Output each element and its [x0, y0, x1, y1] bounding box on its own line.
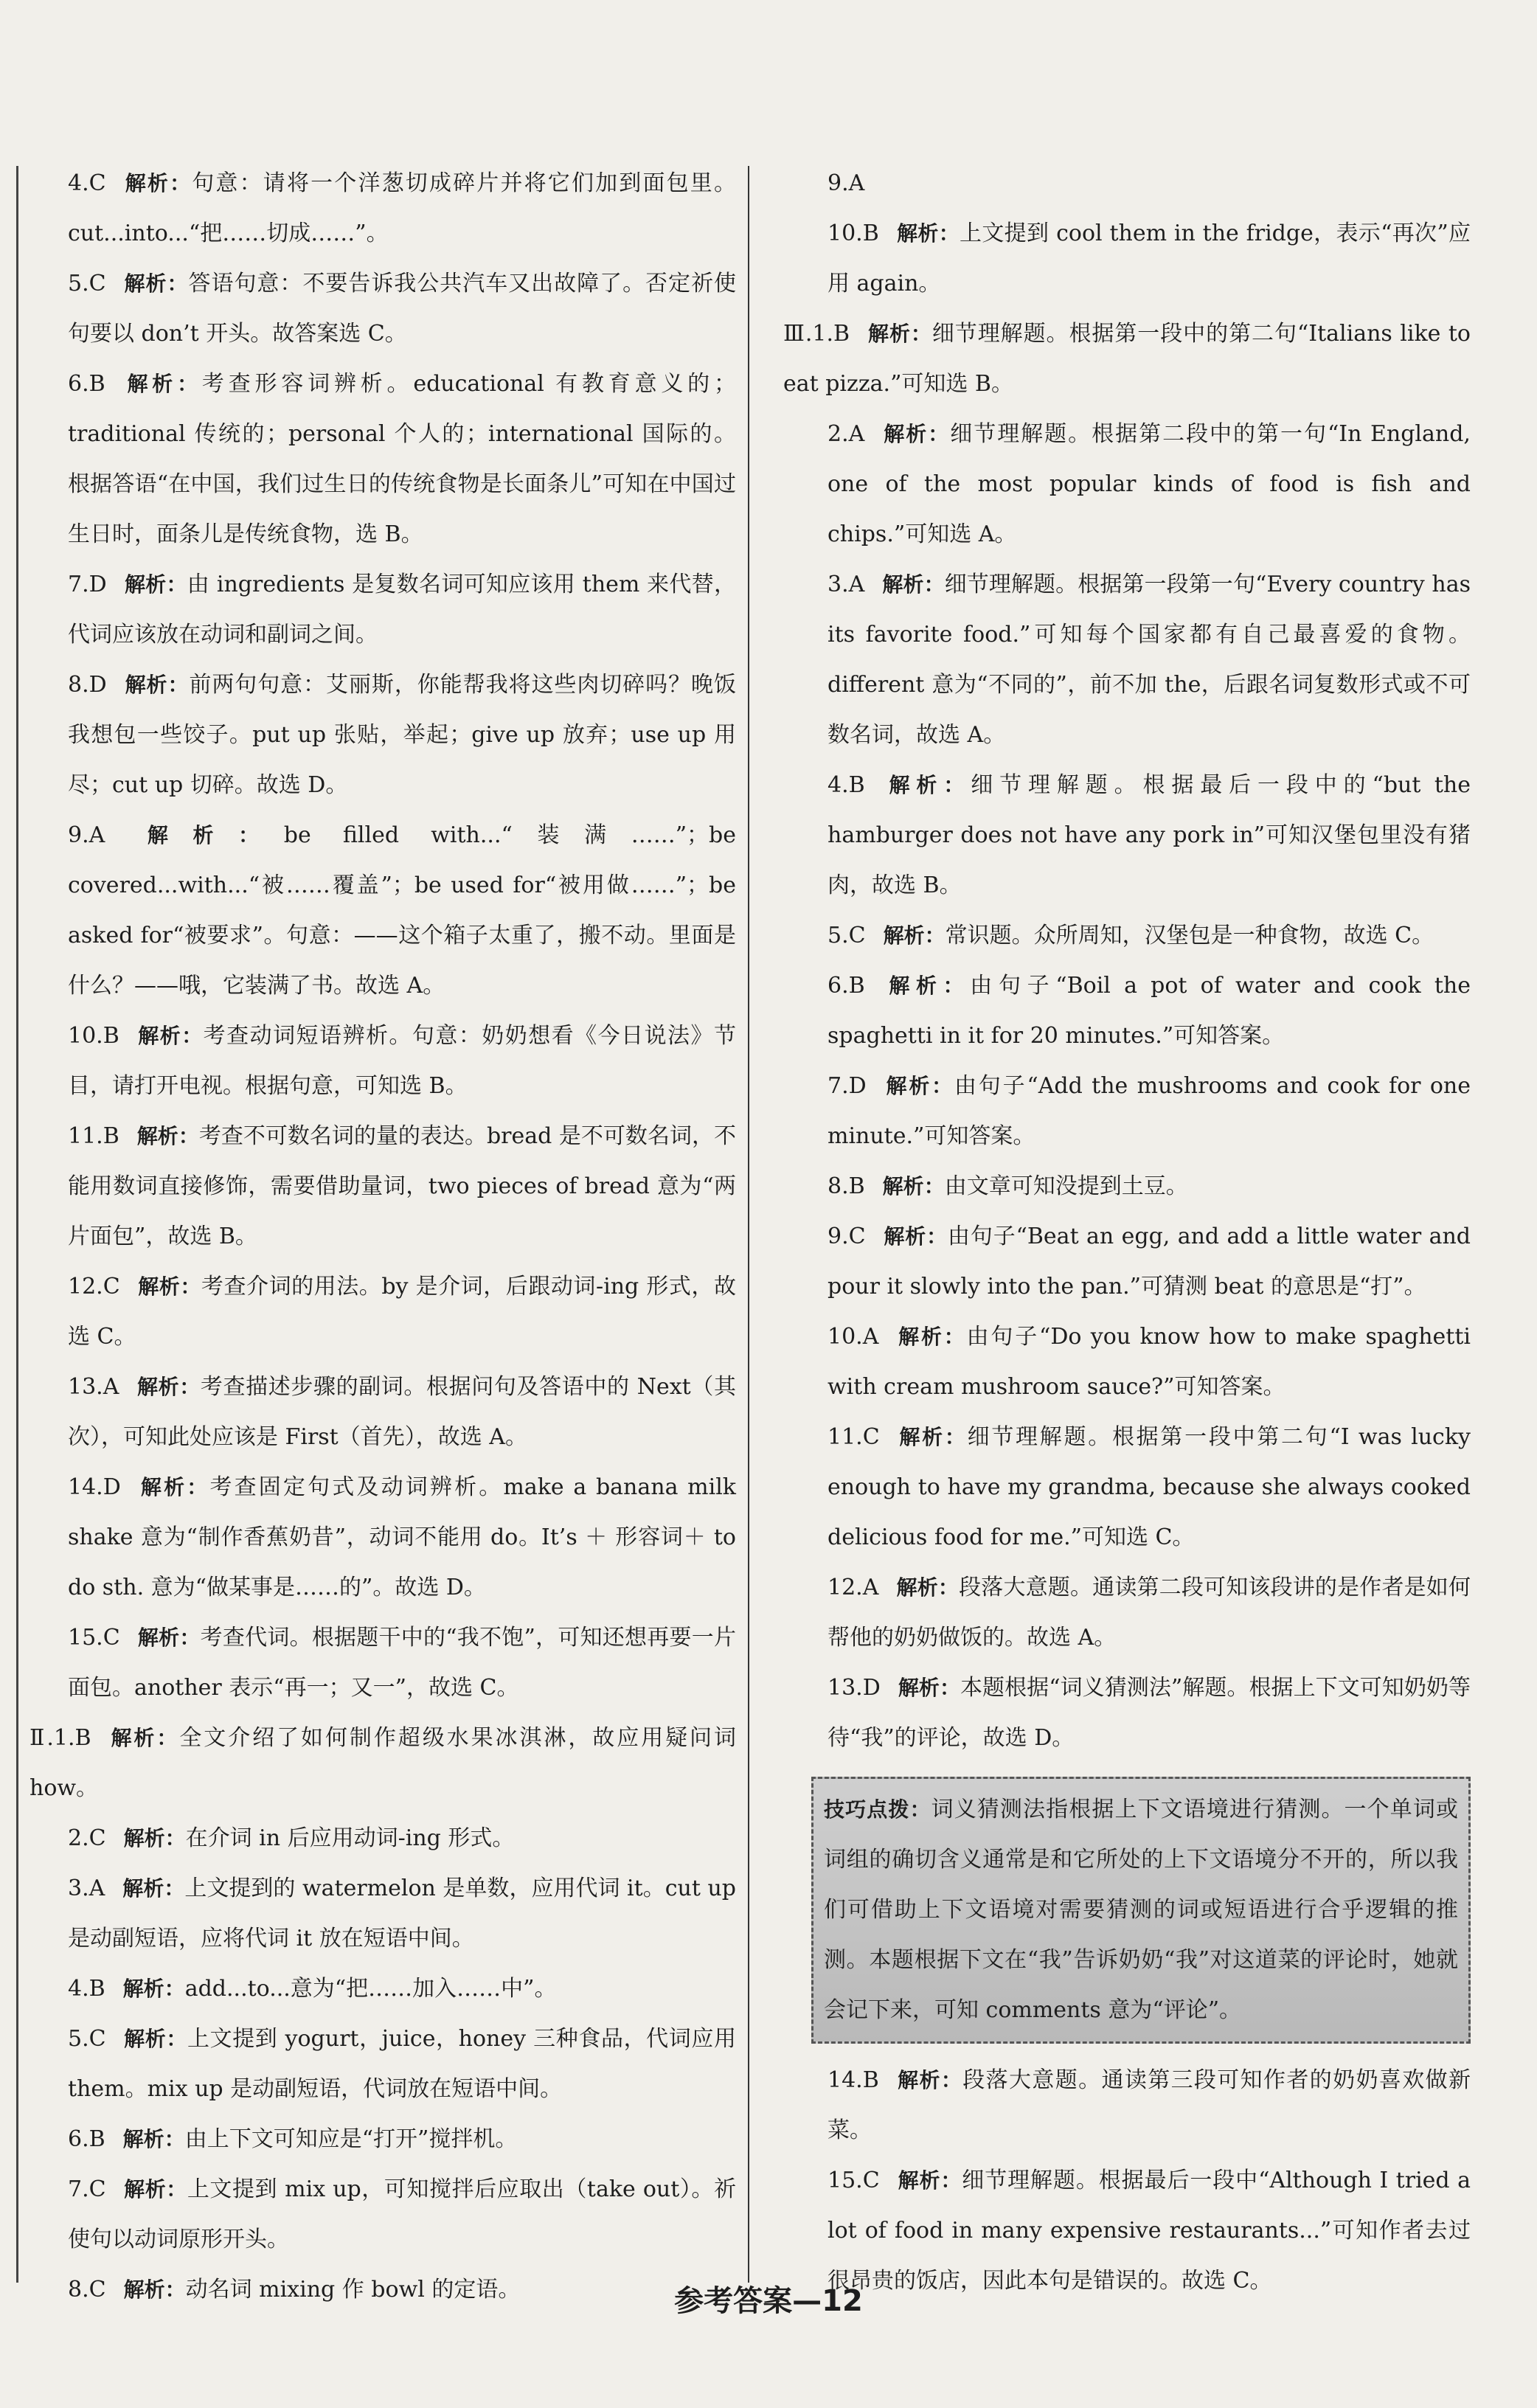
analysis-label: 解析: [896, 1325, 944, 1349]
analysis-label: 解析: [883, 1224, 927, 1249]
answer-item: 7.C 解析：上文提到 mix up，可知搅拌后应取出（take out）。祈使句以动词原形开头。: [68, 2176, 736, 2252]
answer-number: 7.C: [68, 2176, 106, 2202]
answer-number: 8.C: [68, 2277, 106, 2303]
tip-label: 技巧点拨: [824, 1797, 910, 1822]
analysis-label: 解析: [884, 1074, 932, 1098]
analysis-text: 细节理解题。根据最后一段中“Although I tried a lot of food in many expensive restaurants...”可知作者去过很昂贵的饭店，因此本句是错误的。故选 C。: [828, 2168, 1471, 2294]
answer-item: 10.A 解析：由句子“Do you know how to make spaghetti with cream mushroom sauce?”可知答案。: [828, 1324, 1471, 1400]
answer-item: 8.B 解析：由文章可知没提到土豆。: [828, 1173, 1188, 1199]
analysis-label: 解析: [898, 1676, 940, 1700]
analysis-text: 细节理解题。根据第一段中的第二句“Italians like to eat pizza.”可知选 B。: [783, 321, 1471, 397]
answer-item: 14.B 解析：段落大意题。通读第三段可知作者的奶奶喜欢做新菜。: [828, 2067, 1471, 2143]
answer-number: 13.D: [828, 1675, 881, 1701]
analysis-label: 解析: [136, 1124, 178, 1148]
analysis-text: 上文提到 mix up，可知搅拌后应取出（take out）。祈使句以动词原形开头。: [68, 2176, 736, 2252]
answer-number: 5.C: [68, 271, 106, 296]
answer-number: 6.B: [68, 371, 105, 397]
answer-number: 7.D: [828, 1073, 867, 1099]
answer-number: 14.D: [68, 1474, 121, 1500]
left-column: [30, 159, 736, 2315]
analysis-label: 解析: [882, 1174, 924, 1198]
answer-item: 11.B 解析：考查不可数名词的量的表达。bread 是不可数名词，不能用数词直接修饰，需要借助量词，two pieces of bread 意为“两片面包”，故选 B。: [68, 1123, 736, 1249]
analysis-label: 解析: [122, 372, 178, 396]
analysis-label: 解析: [123, 271, 167, 296]
answer-number: 3.A: [68, 1876, 105, 1901]
answer-number: 8.B: [828, 1173, 865, 1199]
answer-number: 15.C: [68, 1625, 120, 1651]
analysis-label: 解析: [883, 923, 925, 948]
answer-number: 2.A: [828, 421, 865, 447]
analysis-text: 由句子“Add the mushrooms and cook for one minute.”可知答案。: [828, 1073, 1471, 1149]
answer-number: 9.A: [828, 170, 865, 196]
analysis-label: 解析: [123, 2177, 167, 2201]
analysis-label: 解析: [122, 823, 239, 847]
analysis-text: 考查不可数名词的量的表达。bread 是不可数名词，不能用数词直接修饰，需要借助量词，two pieces of bread 意为“两片面包”，故选 B。: [68, 1123, 736, 1249]
answer-number: 2.C: [68, 1825, 106, 1851]
answer-item: Ⅱ.1.B 解析：全文介绍了如何制作超级水果冰淇淋，故应用疑问词 how。: [30, 1725, 736, 1801]
answer-item: 2.C 解析：在介词 in 后应用动词-ing 形式。: [68, 1825, 515, 1851]
answer-item: 4.C 解析：句意：请将一个洋葱切成碎片并将它们加到面包里。cut...into...“把……切成……”。: [68, 170, 736, 246]
answer-item: Ⅲ.1.B 解析：细节理解题。根据第一段中的第二句“Italians like to eat pizza.”可知选 B。: [783, 321, 1471, 397]
page-footer: 参考答案—12: [674, 2284, 863, 2318]
answer-item: 5.C 解析：答语句意：不要告诉我公共汽车又出故障了。否定祈使句要以 don’t 开头。故答案选 C。: [68, 271, 736, 347]
answer-item: 9.C 解析：由句子“Beat an egg, and add a little water and pour it slowly into the pan.”可猜测 beat 的意思是“打”。: [828, 1224, 1471, 1300]
answer-number: 4.B: [68, 1976, 105, 2002]
analysis-label: 解析: [896, 221, 939, 246]
left-margin-rule: [16, 166, 18, 2283]
analysis-text: 细节理解题。根据最后一段中的“but the hamburger does not have any pork in”可知汉堡包里没有猪肉，故选 B。: [828, 772, 1471, 898]
analysis-label: 解析: [138, 1475, 187, 1499]
answer-item: 13.A 解析：考查描述步骤的副词。根据问句及答语中的 Next（其次），可知此处应该是 First（首先），故选 A。: [68, 1374, 736, 1450]
analysis-label: 解析: [897, 2168, 941, 2193]
analysis-label: 解析: [123, 1826, 165, 1850]
answer-number: 11.C: [828, 1424, 880, 1450]
analysis-text: be filled with...“装满……”；be covered...with...“被……覆盖”；be used for“被用做……”；be asked for“被要求”。句意：——这个箱子太重了，搬不动。里面是什么？——哦，它装满了书。故选 A。: [68, 822, 736, 999]
analysis-label: 解析: [882, 572, 924, 597]
answer-number: Ⅱ.1.B: [30, 1725, 91, 1751]
answer-item: 12.C 解析：考查介词的用法。by 是介词，后跟动词-ing 形式，故选 C。: [68, 1274, 736, 1350]
answer-item: 3.A 解析：细节理解题。根据第一段第一句“Every country has its favorite food.”可知每个国家都有自己最喜爱的食物。different 意为“不同的”，前不加 the，后跟名词复数形式或不可数名词，故选 A。: [828, 572, 1471, 748]
analysis-text: 由句子“Beat an egg, and add a little water and pour it slowly into the pan.”可猜测 beat 的意思是“打”。: [828, 1224, 1471, 1300]
analysis-text: 前两句句意：艾丽斯，你能帮我将这些肉切碎吗？晚饭我想包一些饺子。put up 张贴，举起；give up 放弃；use up 用尽；cut up 切碎。故选 D。: [68, 672, 736, 798]
answer-number: 12.C: [68, 1274, 120, 1300]
answer-item: 6.B 解析：由句子“Boil a pot of water and cook the spaghetti in it for 20 minutes.”可知答案。: [828, 973, 1471, 1049]
analysis-text: 考查固定句式及动词辨析。make a banana milk shake 意为“制作香蕉奶昔”，动词不能用 do。It’s ＋ 形容词＋ to do sth. 意为“做某事是……的”。故选 D。: [68, 1474, 736, 1600]
answer-number: 9.A: [68, 822, 105, 848]
right-column: [783, 159, 1471, 2306]
answer-item: 5.C 解析：上文提到 yogurt，juice，honey 三种食品，代词应用 them。mix up 是动副短语，代词放在短语中间。: [68, 2026, 736, 2102]
answer-number: 12.A: [828, 1575, 879, 1600]
analysis-label: 解析: [122, 1977, 164, 2001]
analysis-text: 考查代词。根据题干中的“我不饱”，可知还想再要一片面包。another 表示“再一；又一”，故选 C。: [68, 1625, 736, 1701]
analysis-label: 解析: [867, 322, 911, 346]
analysis-label: 解析: [137, 1625, 180, 1650]
tip-box: 技巧点拨：词义猜测法指根据上下文语境进行猜测。一个单词或词组的确切含义通常是和它所处的上下文语境分不开的，所以我们可借助上下文语境对需要猜测的词或短语进行合乎逻辑的推测。本题根据下文在“我”告诉奶奶“我”对这道菜的评论时，她就会记下来，可知 comments 意为“评论”。: [811, 1777, 1471, 2044]
analysis-label: 解析: [108, 1726, 157, 1750]
analysis-label: 解析: [124, 572, 167, 597]
analysis-text: 细节理解题。根据第一段中第二句“I was lucky enough to have my grandma, because she always cooked delicious food for me.”可知选 C。: [828, 1424, 1471, 1550]
analysis-text: 常识题。众所周知，汉堡包是一种食物，故选 C。: [945, 923, 1434, 948]
analysis-label: 解析: [136, 1375, 180, 1399]
analysis-text: 本题根据“词义猜测法”解题。根据上下文可知奶奶等待“我”的评论，故选 D。: [828, 1675, 1471, 1751]
answer-item: 4.B 解析：细节理解题。根据最后一段中的“but the hamburger does not have any pork in”可知汉堡包里没有猪肉，故选 B。: [828, 772, 1471, 898]
answer-number: 9.C: [828, 1224, 866, 1249]
analysis-label: 解析: [137, 1274, 181, 1299]
answer-number: 5.C: [828, 923, 866, 948]
analysis-text: 段落大意题。通读第三段可知作者的奶奶喜欢做新菜。: [828, 2067, 1471, 2143]
answer-item: 6.B 解析：考查形容词辨析。educational 有教育意义的；traditional 传统的；personal 个人的；international 国际的。根据答语“在中国，我们过生日的传统食物是长面条儿”可知在中国过生日时，面条儿是传统食物，选 B。: [68, 371, 736, 547]
analysis-label: 解析: [897, 1425, 945, 1449]
analysis-text: 由 ingredients 是复数名词可知应该用 them 来代替，代词应该放在动词和副词之间。: [68, 572, 736, 648]
answer-number: 4.B: [828, 772, 865, 798]
analysis-text: 上文提到 cool them in the fridge，表示“再次”应用 again。: [828, 221, 1471, 296]
analysis-text: 段落大意题。通读第二段可知该段讲的是作者是如何帮他的奶奶做饭的。故选 A。: [828, 1575, 1471, 1651]
answer-number: 3.A: [828, 572, 865, 597]
answer-number: 4.C: [68, 170, 106, 196]
analysis-label: 解析: [123, 2277, 165, 2302]
answer-number: 5.C: [68, 2026, 106, 2052]
answer-item: 14.D 解析：考查固定句式及动词辨析。make a banana milk shake 意为“制作香蕉奶昔”，动词不能用 do。It’s ＋ 形容词＋ to do sth. 意为“做某事是……的”。故选 D。: [68, 1474, 736, 1600]
analysis-label: 解析: [896, 1575, 938, 1600]
answer-item: 11.C 解析：细节理解题。根据第一段中第二句“I was lucky enough to have my grandma, because she always cooked delicious food for me.”可知选 C。: [828, 1424, 1471, 1550]
answer-item: 15.C 解析：考查代词。根据题干中的“我不饱”，可知还想再要一片面包。another 表示“再一；又一”，故选 C。: [68, 1625, 736, 1701]
analysis-text: add...to...意为“把……加入……中”。: [184, 1976, 557, 2002]
analysis-label: 解析: [122, 1876, 164, 1901]
analysis-text: 由上下文可知应是“打开”搅拌机。: [184, 2126, 518, 2152]
answer-item: 6.B 解析：由上下文可知应是“打开”搅拌机。: [68, 2126, 518, 2152]
analysis-text: 由句子“Do you know how to make spaghetti with cream mushroom sauce?”可知答案。: [828, 1324, 1471, 1400]
analysis-text: 答语句意：不要告诉我公共汽车又出故障了。否定祈使句要以 don’t 开头。故答案选 C。: [68, 271, 736, 347]
analysis-text: 全文介绍了如何制作超级水果冰淇淋，故应用疑问词 how。: [30, 1725, 736, 1801]
answer-item: 10.B 解析：上文提到 cool them in the fridge，表示“再次”应用 again。: [828, 221, 1471, 296]
answer-number: 6.B: [68, 2126, 105, 2152]
answer-number: 14.B: [828, 2067, 879, 2093]
analysis-text: 动名词 mixing 作 bowl 的定语。: [185, 2277, 521, 2303]
answer-number: 10.A: [828, 1324, 879, 1350]
answer-item: 13.D 解析：本题根据“词义猜测法”解题。根据上下文可知奶奶等待“我”的评论，故选 D。: [828, 1675, 1471, 1751]
column-divider: [748, 166, 749, 2283]
analysis-text: 细节理解题。根据第一段第一句“Every country has its favorite food.”可知每个国家都有自己最喜爱的食物。different 意为“不同的”，前不加 the，后跟名词复数形式或不可数名词，故选 A。: [828, 572, 1471, 748]
answer-number: 10.B: [68, 1023, 119, 1049]
analysis-text: 细节理解题。根据第二段中的第一句“In England, one of the most popular kinds of food is fish and chips.”可知选 A。: [828, 421, 1471, 547]
analysis-label: 解析: [882, 974, 943, 998]
analysis-label: 解析: [124, 673, 168, 697]
analysis-text: 句意：请将一个洋葱切成碎片并将它们加到面包里。cut...into...“把……切成……”。: [68, 170, 736, 246]
analysis-text: 由文章可知没提到土豆。: [944, 1173, 1188, 1199]
analysis-label: 解析: [123, 171, 170, 195]
analysis-text: 在介词 in 后应用动词-ing 形式。: [185, 1825, 515, 1851]
answer-item: 8.D 解析：前两句句意：艾丽斯，你能帮我将这些肉切碎吗？晚饭我想包一些饺子。put up 张贴，举起；give up 放弃；use up 用尽；cut up 切碎。故选 D。: [68, 672, 736, 798]
answer-number: Ⅲ.1.B: [783, 321, 850, 347]
answer-item: 8.C 解析：动名词 mixing 作 bowl 的定语。: [68, 2277, 521, 2303]
tip-text: 词义猜测法指根据上下文语境进行猜测。一个单词或词组的确切含义通常是和它所处的上下文语境分不开的，所以我们可借助上下文语境对需要猜测的词或短语进行合乎逻辑的推测。本题根据下文在“我”告诉奶奶“我”对这道菜的评论时，她就会记下来，可知 comments 意为“评论”。: [824, 1797, 1458, 2023]
answer-item: 3.A 解析：上文提到的 watermelon 是单数，应用代词 it。cut up 是动副短语，应将代词 it 放在短语中间。: [68, 1876, 736, 1951]
answer-item: 9.A 解析：be filled with...“装满……”；be covered...with...“被……覆盖”；be used for“被用做……”；be asked for“被要求”。句意：——这个箱子太重了，搬不动。里面是什么？——哦，它装满了书。故选 A。: [68, 822, 736, 999]
answer-number: 8.D: [68, 672, 107, 698]
answer-item: 4.B 解析：add...to...意为“把……加入……中”。: [68, 1976, 557, 2002]
answer-number: 11.B: [68, 1123, 119, 1149]
answer-number: 13.A: [68, 1374, 119, 1400]
answer-item: [783, 159, 1471, 209]
analysis-label: 解析: [882, 422, 929, 446]
analysis-text: 由句子“Boil a pot of water and cook the spaghetti in it for 20 minutes.”可知答案。: [828, 973, 1471, 1049]
analysis-label: 解析: [896, 2068, 941, 2092]
answer-number: 6.B: [828, 973, 865, 999]
answer-number: 10.B: [828, 221, 879, 246]
answer-item: 2.A 解析：细节理解题。根据第二段中的第一句“In England, one of the most popular kinds of food is fish and chips.”可知选 A。: [828, 421, 1471, 547]
analysis-label: 解析: [136, 1024, 182, 1048]
analysis-text: 考查形容词辨析。educational 有教育意义的；traditional 传统的；personal 个人的；international 国际的。根据答语“在中国，我们过生日的传统食物是长面条儿”可知在中国过生日时，面条儿是传统食物，选 B。: [68, 371, 736, 547]
answer-number: 15.C: [828, 2168, 880, 2193]
answer-item: 7.D 解析：由 ingredients 是复数名词可知应该用 them 来代替，代词应该放在动词和副词之间。: [68, 572, 736, 648]
analysis-label: 解析: [123, 2027, 167, 2051]
answer-number: 7.D: [68, 572, 107, 597]
analysis-label: 解析: [122, 2127, 164, 2151]
analysis-text: 考查描述步骤的副词。根据问句及答语中的 Next（其次），可知此处应该是 First（首先），故选 A。: [68, 1374, 736, 1450]
answer-item: 10.B 解析：考查动词短语辨析。句意：奶奶想看《今日说法》节目，请打开电视。根据句意，可知选 B。: [68, 1023, 736, 1099]
analysis-text: 上文提到的 watermelon 是单数，应用代词 it。cut up 是动副短语，应将代词 it 放在短语中间。: [68, 1876, 736, 1951]
analysis-label: 解析: [882, 773, 944, 797]
analysis-text: 考查动词短语辨析。句意：奶奶想看《今日说法》节目，请打开电视。根据句意，可知选 B。: [68, 1023, 736, 1099]
answer-item: 15.C 解析：细节理解题。根据最后一段中“Although I tried a lot of food in many expensive restaurants...”可知作者去过很昂贵的饭店，因此本句是错误的。故选 C。: [828, 2168, 1471, 2294]
answer-item: 12.A 解析：段落大意题。通读第二段可知该段讲的是作者是如何帮他的奶奶做饭的。故选 A。: [828, 1575, 1471, 1651]
answer-item: 5.C 解析：常识题。众所周知，汉堡包是一种食物，故选 C。: [828, 923, 1434, 948]
analysis-text: 上文提到 yogurt，juice，honey 三种食品，代词应用 them。mix up 是动副短语，代词放在短语中间。: [68, 2026, 736, 2102]
analysis-text: 考查介词的用法。by 是介词，后跟动词-ing 形式，故选 C。: [68, 1274, 736, 1350]
answer-item: 7.D 解析：由句子“Add the mushrooms and cook for one minute.”可知答案。: [828, 1073, 1471, 1149]
